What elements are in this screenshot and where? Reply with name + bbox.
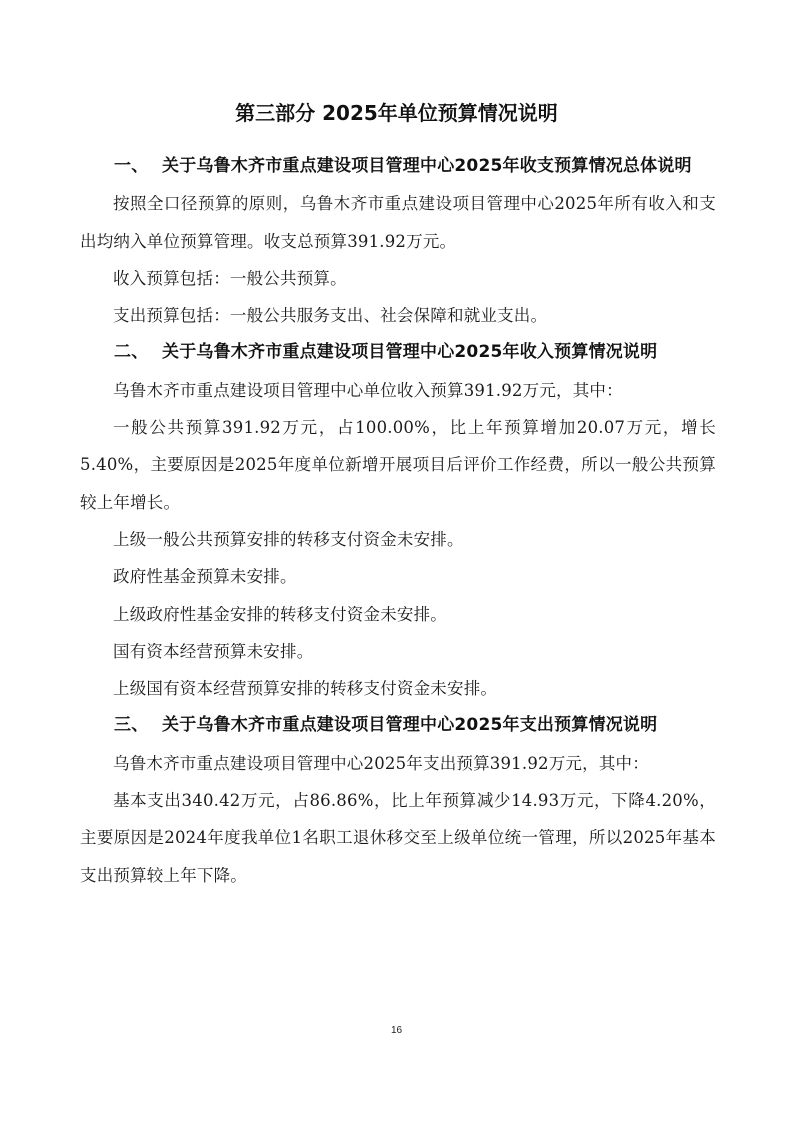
paragraph: 上级政府性基金安排的转移支付资金未安排。 (113, 604, 447, 624)
section-number: 三、 (114, 715, 149, 736)
document-body (80, 148, 716, 894)
paragraph: 一般公共预算391.92万元，占100.00%，比上年预算增加20.07万元，增长5.40%，主要原因是2025年度单位新增开展项目后评价工作经费，所以一般公共预算较上年增长。 (80, 418, 716, 512)
paragraph: 乌鲁木齐市重点建设项目管理中心2025年支出预算391.92万元，其中： (113, 753, 649, 773)
paragraph: 收入预算包括：一般公共预算。 (113, 268, 347, 288)
section-heading-text: 关于乌鲁木齐市重点建设项目管理中心2025年收入预算情况说明 (162, 342, 658, 363)
page-title: 第三部分 2025年单位预算情况说明 (235, 101, 558, 125)
paragraph: 国有资本经营预算未安排。 (113, 641, 314, 661)
paragraph: 上级一般公共预算安排的转移支付资金未安排。 (113, 529, 464, 549)
paragraph: 乌鲁木齐市重点建设项目管理中心单位收入预算391.92万元，其中： (113, 380, 623, 400)
page-number: 16 (390, 1025, 403, 1036)
paragraph: 支出预算包括：一般公共服务支出、社会保障和就业支出。 (113, 306, 548, 326)
section-number: 二、 (114, 342, 149, 363)
section-heading-text: 关于乌鲁木齐市重点建设项目管理中心2025年支出预算情况说明 (162, 715, 658, 736)
section-heading-text: 关于乌鲁木齐市重点建设项目管理中心2025年收支预算情况总体说明 (162, 156, 692, 176)
section-heading-2 (80, 334, 716, 371)
section-heading-3 (80, 707, 716, 744)
paragraph: 按照全口径预算的原则，乌鲁木齐市重点建设项目管理中心2025年所有收入和支出均纳入单位预算管理。收支总预算391.92万元。 (80, 194, 716, 251)
section-heading-1 (80, 148, 716, 185)
paragraph: 上级国有资本经营预算安排的转移支付资金未安排。 (113, 679, 498, 699)
paragraph: 政府性基金预算未安排。 (113, 567, 297, 587)
paragraph: 基本支出340.42万元，占86.86%，比上年预算减少14.93万元，下降4.20%，主要原因是2024年度我单位1名职工退休移交至上级单位统一管理，所以2025年基本支出预算较上年下降。 (80, 791, 716, 885)
section-number: 一、 (114, 156, 149, 176)
